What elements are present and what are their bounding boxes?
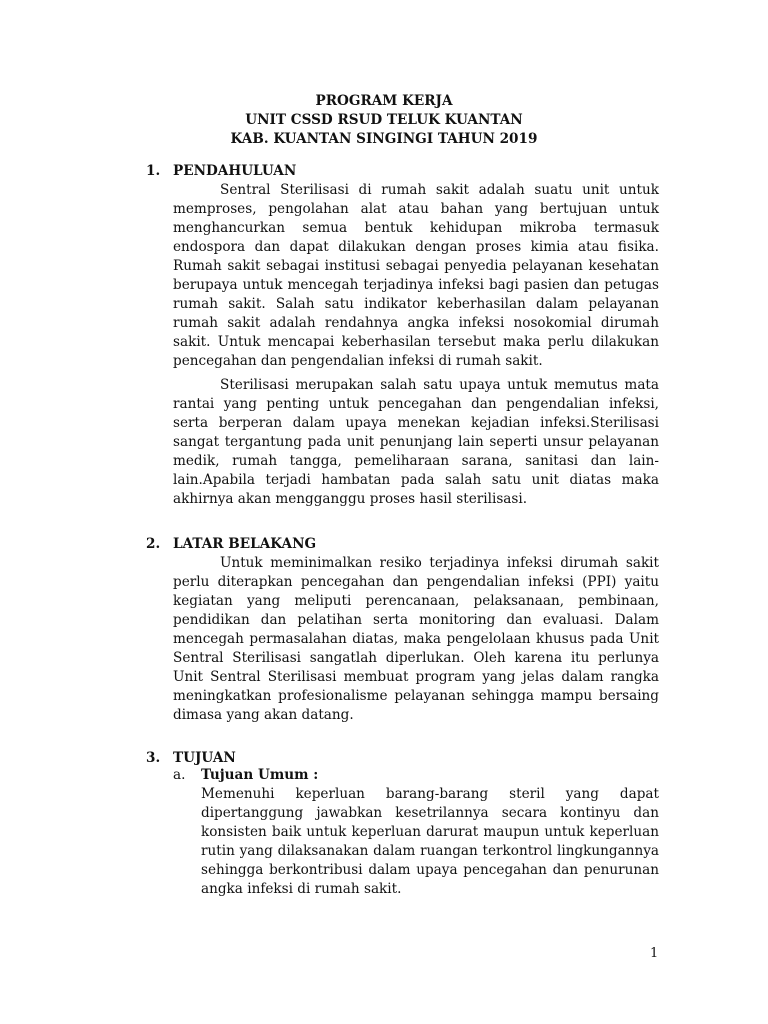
title-line-3: KAB. KUANTAN SINGINGI TAHUN 2019 (230, 131, 538, 147)
section-2-number: 2. (146, 536, 161, 552)
section-2-paragraph-1: Untuk meminimalkan resiko terjadinya infeksi dirumah sakit perlu diterapkan pencegahan dan pengendalian infeksi (PPI) yaitu kegiatan yang meliputi perencanaan, pelaksanaan, pembinaan, pendidikan dan pelatihan serta monitoring dan evaluasi. Dalam mencegah permasalahan diatas, maka pengelolaan khusus pada Unit Sentral Sterilisasi sangatlah diperlukan. Oleh karena itu perlunya Unit Sentral Sterilisasi membuat program yang jelas dalam rangka meningkatkan profesionalisme pelayanan sehingga mampu bersaing dimasa yang akan datang. (173, 555, 659, 723)
section-3-number: 3. (146, 750, 161, 766)
section-1-number: 1. (146, 163, 161, 179)
subsection-3a-title: Tujuan Umum : (201, 767, 319, 783)
page-number: 1 (650, 946, 659, 961)
subsection-3a-heading (173, 766, 318, 785)
title-line-1: PROGRAM KERJA (315, 93, 453, 109)
title-line-2: UNIT CSSD RSUD TELUK KUANTAN (245, 112, 523, 128)
section-1-title: PENDAHULUAN (173, 163, 297, 179)
section-1-paragraph-1: Sentral Sterilisasi di rumah sakit adalah suatu unit untuk memproses, pengolahan alat atau bahan yang bertujuan untuk menghancurkan semua bentuk kehidupan mikroba termasuk endospora dan dapat dilakukan dengan proses kimia atau fisika. Rumah sakit sebagai institusi sebagai penyedia pelayanan kesehatan berupaya untuk mencegah terjadinya infeksi bagi pasien dan petugas rumah sakit. Salah satu indikator keberhasilan dalam pelayanan rumah sakit adalah rendahnya angka infeksi nosokomial dirumah sakit. Untuk mencapai keberhasilan tersebut maka perlu dilakukan pencegahan dan pengendalian infeksi di rumah sakit. (173, 182, 659, 369)
subsection-3a-paragraph: Memenuhi keperluan barang-barang steril yang dapat dipertanggung jawabkan kesetrilannya secara kontinyu dan konsisten baik untuk keperluan darurat maupun untuk keperluan rutin yang dilaksanakan dalam ruangan terkontrol lingkungannya sehingga berkontribusi dalam upaya pencegahan dan penurunan angka infeksi di rumah sakit. (201, 786, 659, 897)
subsection-3a-letter: a. (173, 767, 186, 783)
document-title (0, 92, 768, 149)
section-2-title: LATAR BELAKANG (173, 536, 317, 552)
section-1-heading (146, 162, 296, 181)
section-1-paragraph-2: Sterilisasi merupakan salah satu upaya untuk memutus mata rantai yang penting untuk pencegahan dan pengendalian infeksi, serta berperan dalam upaya menekan kejadian infeksi.Sterilisasi sangat tergantung pada unit penunjang lain seperti unsur pelayanan medik, rumah tangga, pemeliharaan sarana, sanitasi dan lain-lain.Apabila terjadi hambatan pada salah satu unit diatas maka akhirnya akan mengganggu proses hasil sterilisasi. (173, 377, 659, 507)
section-3-title: TUJUAN (173, 750, 236, 766)
section-2-heading (146, 535, 316, 554)
